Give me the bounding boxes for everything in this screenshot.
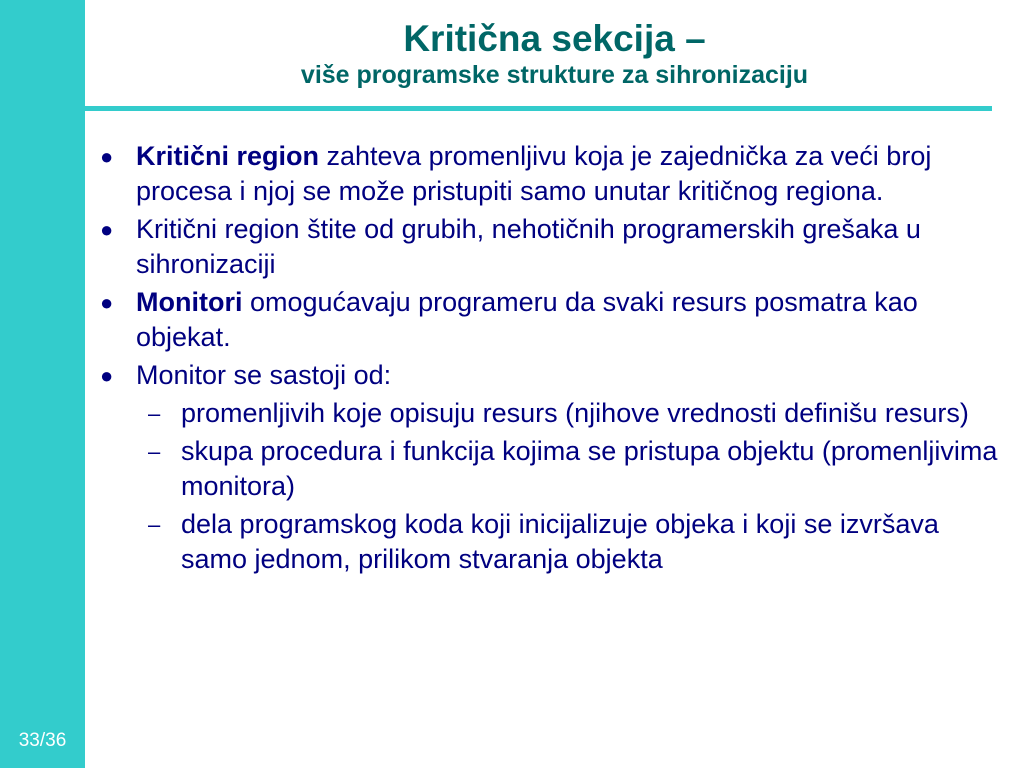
bullet-icon: ● — [100, 144, 114, 169]
sub-bullet-text: skupa procedura i funkcija kojima se pristupa objektu (promenljivima monitora) — [181, 436, 998, 501]
bullet-icon: ● — [100, 217, 114, 242]
bullet-icon: ● — [100, 363, 114, 388]
bullet-item — [100, 139, 1005, 209]
sub-bullet-text: dela programskog koda koji inicijalizuje objeka i koji se izvršava samo jednom, prilikom stvaranja objekta — [181, 509, 939, 574]
title-divider — [85, 106, 992, 111]
slide-title — [85, 18, 1024, 90]
dash-icon: – — [148, 401, 161, 426]
sub-bullet-item — [100, 434, 1005, 504]
bullet-bold-text: Kritični region — [136, 141, 320, 171]
bullet-item — [100, 358, 1005, 393]
sub-bullet-item — [100, 507, 1005, 577]
dash-icon: – — [148, 439, 161, 464]
bullet-text: zahteva promenljivu koja je zajednička za veći broj procesa i njoj se može pristupiti samo unutar kritičnog regiona. — [136, 141, 932, 206]
dash-icon: – — [148, 512, 161, 537]
title-main: Kritična sekcija – — [403, 18, 706, 59]
sidebar-accent-bar — [0, 0, 85, 768]
bullet-text: omogućavaju programeru da svaki resurs posmatra kao objekat. — [136, 287, 918, 352]
bullet-bold-text: Monitori — [136, 287, 243, 317]
page-number: 33/36 — [18, 730, 67, 751]
bullet-text: Kritični region štite od grubih, nehotičnih programerskih grešaka u sihronizaciji — [136, 214, 921, 279]
bullet-icon: ● — [100, 290, 114, 315]
bullet-item — [100, 285, 1005, 355]
sub-bullet-item — [100, 396, 1005, 431]
slide-content — [100, 139, 1005, 580]
sub-bullet-text: promenljivih koje opisuju resurs (njihove vrednosti definišu resurs) — [181, 398, 969, 428]
bullet-item — [100, 212, 1005, 282]
bullet-text: Monitor se sastoji od: — [136, 360, 392, 390]
title-subtitle: više programske strukture za sihronizaciju — [300, 61, 809, 89]
